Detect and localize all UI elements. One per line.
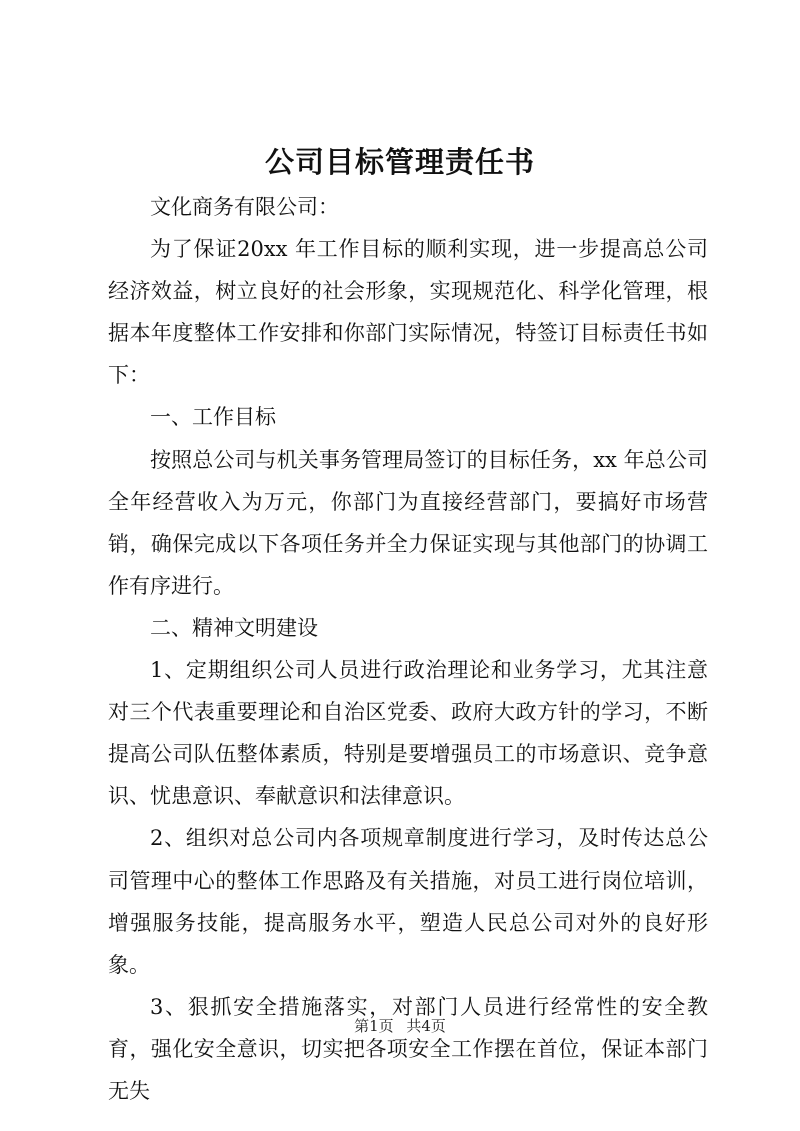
document-body (108, 186, 708, 1112)
item-paragraph-1: 1、定期组织公司人员进行政治理论和业务学习，尤其注意对三个代表重要理论和自治区党委、政府大政方针的学习，不断提高公司队伍整体素质，特别是要增强员工的市场意识、竞争意识、忧患意识、奉献意识和法律意识。 (108, 658, 708, 809)
salutation: 文化商务有限公司： (150, 195, 339, 219)
page-number: 第1页 (354, 1017, 394, 1035)
section-heading-work-goals: 一、工作目标 (150, 405, 276, 430)
section-heading-spiritual-civilization: 二、精神文明建设 (150, 615, 318, 640)
document-title: 公司目标管理责任书 (264, 145, 535, 179)
intro-paragraph: 为了保证20xx 年工作目标的顺利实现，进一步提高总公司经济效益，树立良好的社会形象，实现规范化、科学化管理，根据本年度整体工作安排和你部门实际情况，特签订目标责任书如下： (108, 237, 708, 388)
item-paragraph-2: 2、组织对总公司内各项规章制度进行学习，及时传达总公司管理中心的整体工作思路及有关措施，对员工进行岗位培训，增强服务技能，提高服务水平，塑造人民总公司对外的良好形象。 (108, 826, 708, 977)
page-footer (0, 1016, 800, 1036)
item-paragraph-3: 3、狠抓安全措施落实，对部门人员进行经常性的安全教育，强化安全意识，切实把各项安全工作摆在首位，保证本部门无失 (108, 994, 708, 1103)
work-goals-paragraph: 按照总公司与机关事务管理局签订的目标任务，xx 年总公司全年经营收入为万元，你部门为直接经营部门，要搞好市场营销，确保完成以下各项任务并全力保证实现与其他部门的协调工作有序进行。 (108, 447, 708, 598)
page-total: 共4页 (406, 1017, 446, 1035)
